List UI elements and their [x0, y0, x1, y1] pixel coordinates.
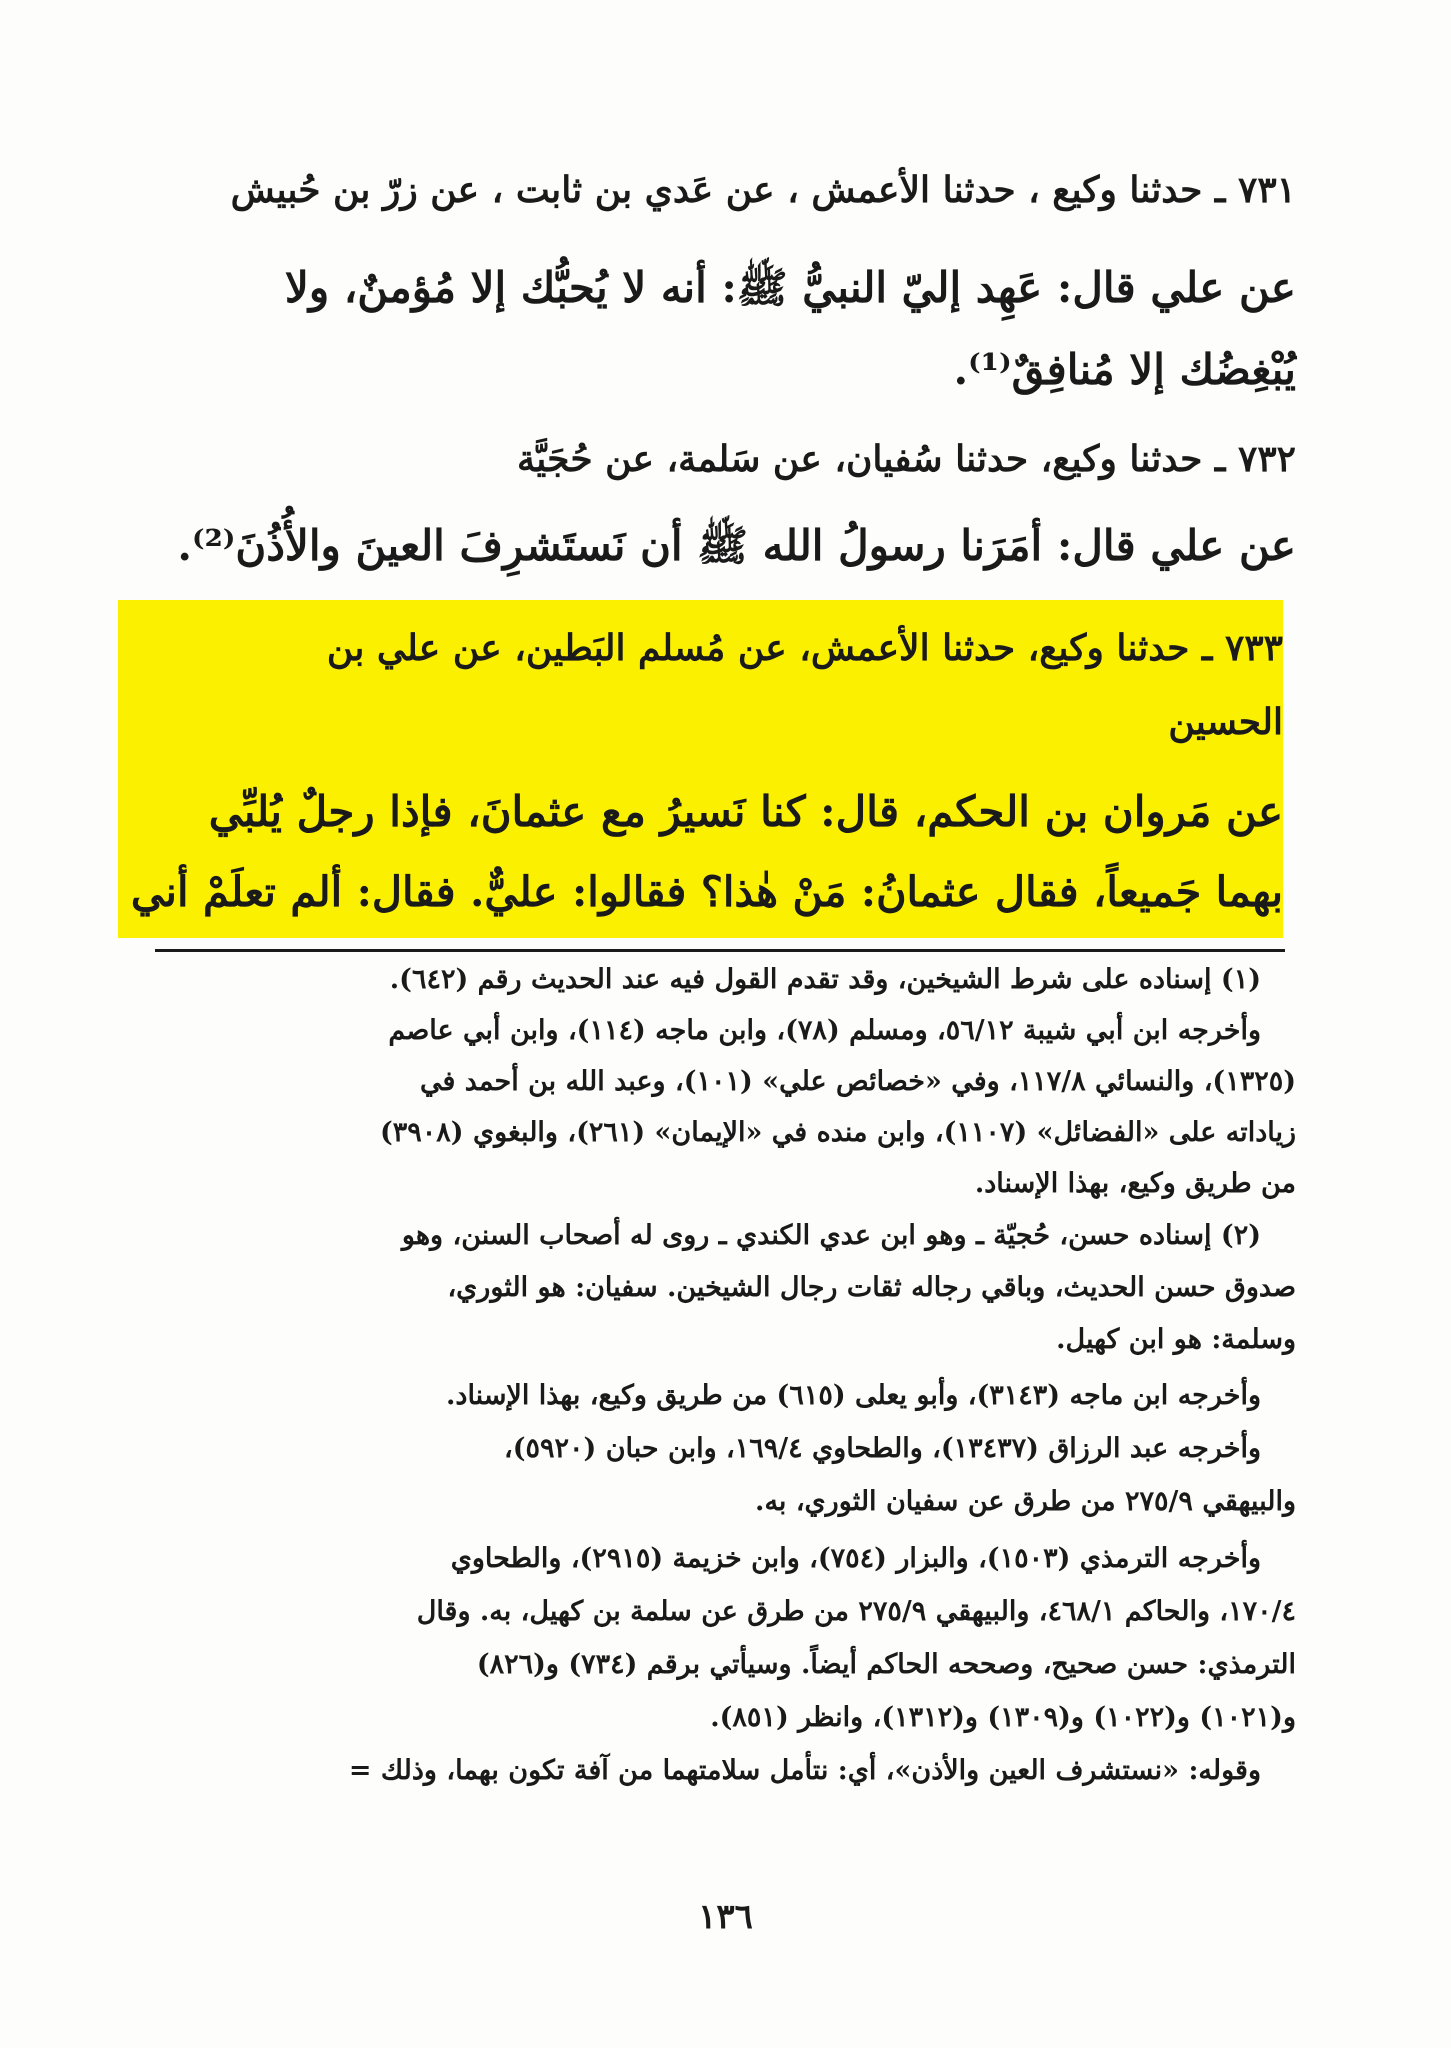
footnote-line: من طريق وكيع، بهذا الإسناد.	[974, 1168, 1296, 1199]
footnote-line: وقوله: «نستشرف العين والأذن»، أي: نتأمل سلامتهما من آفة تكون بهما، وذلك =	[348, 1755, 1261, 1786]
hadith-733-isnad-line2: الحسين	[1168, 701, 1283, 743]
footnote-line: زياداته على «الفضائل» (١١٠٧)، وابن منده في «الإيمان» (٢٦١)، والبغوي (٣٩٠٨)	[379, 1117, 1296, 1148]
footnote-line: ١٧٠/٤، والحاكم ٤٦٨/١، والبيهقي ٢٧٥/٩ من طرق عن سلمة بن كهيل، به. وقال	[416, 1596, 1296, 1627]
hadith-732-isnad: ٧٣٢ ـ حدثنا وكيع، حدثنا سُفيان، عن سَلمة، عن حُجَيَّة	[516, 438, 1296, 480]
hadith-733-matn-line1: عن مَروان بن الحكم، قال: كنا نَسيرُ مع عثمانَ، فإذا رجلٌ يُلبِّي	[208, 787, 1283, 836]
hadith-731-matn-line1: عن علي قال: عَهِد إليّ النبيُّ ﷺ: أنه لا يُحبُّك إلا مُؤمنٌ، ولا	[284, 263, 1296, 312]
footnote-line: (١٣٢٥)، والنسائي ١١٧/٨، وفي «خصائص علي» (١٠١)، وعبد الله بن أحمد في	[419, 1066, 1296, 1097]
footnote-line: وأخرجه الترمذي (١٥٠٣)، والبزار (٧٥٤)، وابن خزيمة (٢٩١٥)، والطحاوي	[450, 1543, 1261, 1574]
footnote-line: و(١٠٢١) و(١٠٢٢) و(١٣٠٩) و(١٣١٢)، وانظر (٨٥١).	[710, 1702, 1296, 1733]
footnote-line: وأخرجه ابن ماجه (٣١٤٣)، وأبو يعلى (٦١٥) من طريق وكيع، بهذا الإسناد.	[446, 1380, 1261, 1411]
footnote-line: صدوق حسن الحديث، وباقي رجاله ثقات رجال الشيخين. سفيان: هو الثوري،	[447, 1272, 1296, 1303]
footnote-line: (١) إسناده على شرط الشيخين، وقد تقدم القول فيه عند الحديث رقم (٦٤٢).	[389, 964, 1261, 995]
hadith-731-matn-line2: يُبْغِضُك إلا مُنافِقٌ⁽¹⁾.	[953, 345, 1296, 394]
footnote-line: وأخرجه عبد الرزاق (١٣٤٣٧)، والطحاوي ١٦٩/٤، وابن حبان (٥٩٢٠)،	[504, 1433, 1261, 1464]
footnote-line: الترمذي: حسن صحيح، وصححه الحاكم أيضاً. وسيأتي برقم (٧٣٤) و(٨٢٦)	[476, 1649, 1296, 1680]
footnote-separator	[155, 949, 1285, 952]
hadith-733-isnad-line1: ٧٣٣ ـ حدثنا وكيع، حدثنا الأعمش، عن مُسلم البَطين، عن علي بن	[326, 627, 1283, 669]
footnote-line: وسلمة: هو ابن كهيل.	[1056, 1324, 1296, 1355]
hadith-733-matn-line2: بهما جَميعاً، فقال عثمانُ: مَنْ هٰذا؟ فقالوا: عليٌّ. فقال: ألم تعلَمْ أني	[130, 867, 1283, 916]
hadith-732-matn: عن علي قال: أمَرَنا رسولُ الله ﷺ أن نَستَشرِفَ العينَ والأُذُنَ⁽²⁾.	[177, 521, 1296, 570]
hadith-731-isnad: ٧٣١ ـ حدثنا وكيع ، حدثنا الأعمش ، عن عَدي بن ثابت ، عن زرّ بن حُبيش	[230, 169, 1296, 211]
page-number: ١٣٦	[698, 1897, 753, 1937]
footnote-line: وأخرجه ابن أبي شيبة ٥٦/١٢، ومسلم (٧٨)، وابن ماجه (١١٤)، وابن أبي عاصم	[388, 1015, 1261, 1046]
footnote-line: (٢) إسناده حسن، حُجيّة ـ وهو ابن عدي الكندي ـ روى له أصحاب السنن، وهو	[401, 1220, 1261, 1251]
footnote-line: والبيهقي ٢٧٥/٩ من طرق عن سفيان الثوري، به.	[755, 1486, 1296, 1517]
